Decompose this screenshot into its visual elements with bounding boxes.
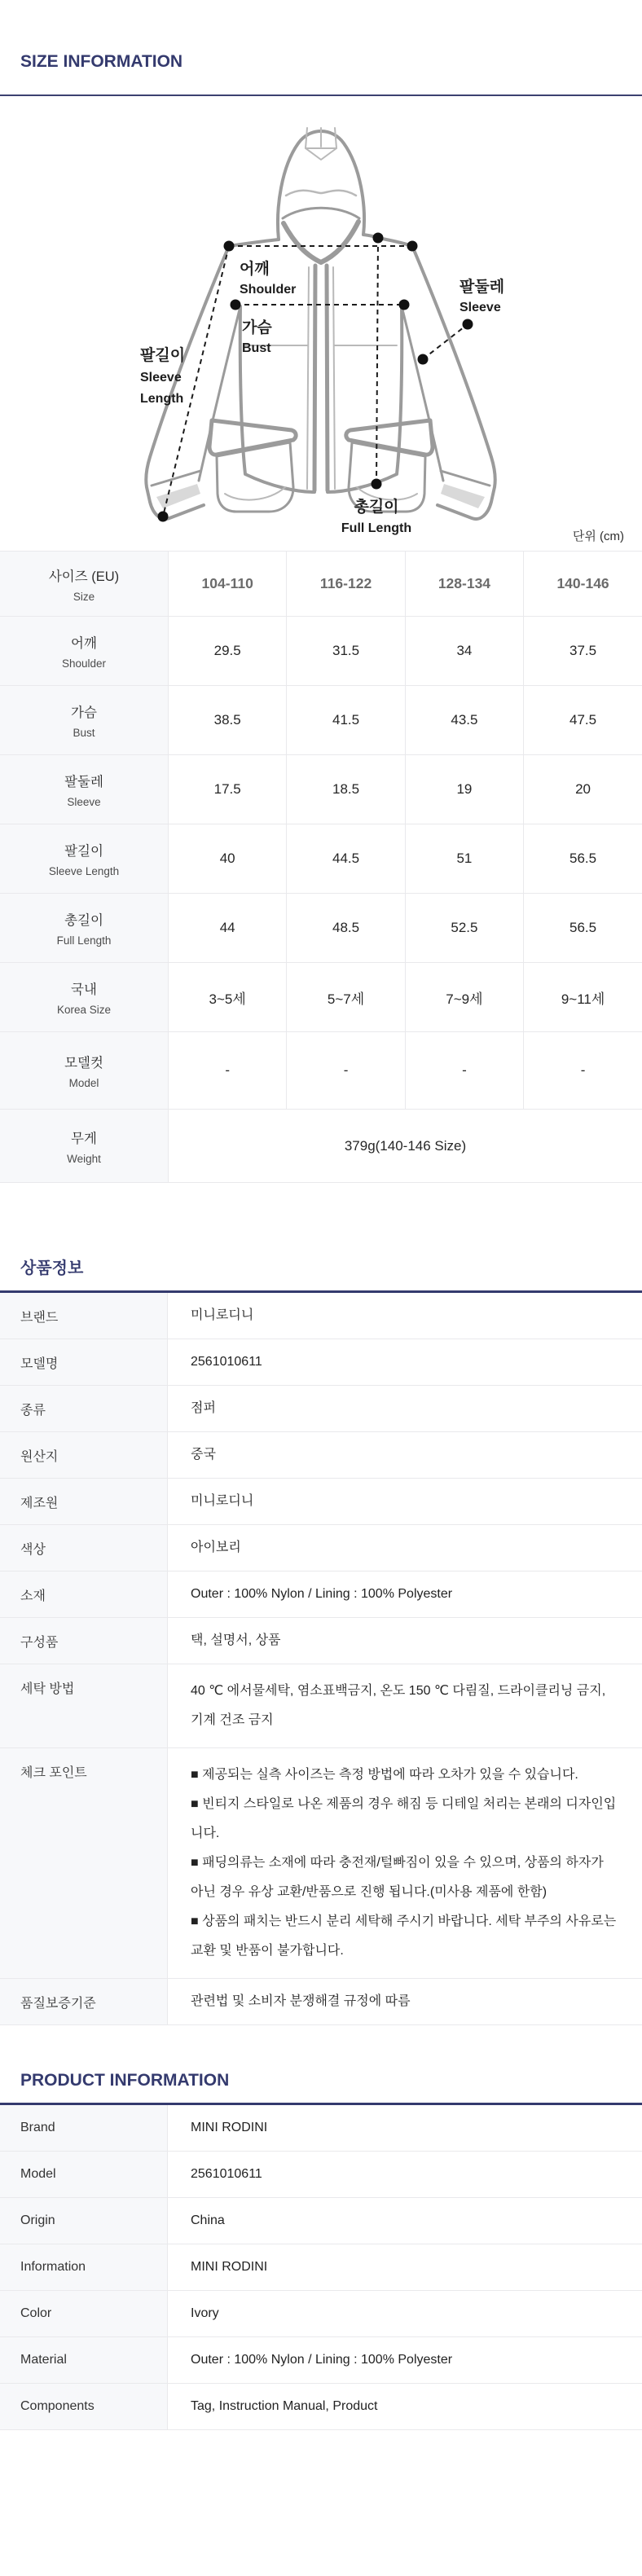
cell-value: 17.5 xyxy=(169,755,287,824)
sleeve-length-label-en2: Length xyxy=(140,392,183,406)
product-info-en-section xyxy=(0,2070,642,2430)
check-point-line: ■ 상품의 패치는 반드시 분리 세탁해 주시기 바랍니다. 세탁 부주의 사유로는 교환 및 반품이 불가합니다. xyxy=(191,1907,619,1966)
info-value: 점퍼 xyxy=(168,1386,642,1431)
cell-value: 52.5 xyxy=(405,894,523,963)
info-row-check-points xyxy=(0,1748,642,1979)
row-label-ko: 어깨 xyxy=(0,632,168,652)
info-label: 세탁 방법 xyxy=(0,1664,168,1747)
info-label: 구성품 xyxy=(0,1618,168,1664)
cell-value: 20 xyxy=(524,755,642,824)
info-row-brand-en xyxy=(0,2105,642,2152)
cell-value: - xyxy=(287,1032,405,1110)
info-row-brand xyxy=(0,1293,642,1339)
row-label xyxy=(0,1032,169,1110)
info-row-origin-en xyxy=(0,2198,642,2244)
cell-value: 48.5 xyxy=(287,894,405,963)
info-value: Outer : 100% Nylon / Lining : 100% Polyester xyxy=(168,1572,642,1617)
cell-value: 51 xyxy=(405,824,523,894)
info-label: 제조원 xyxy=(0,1479,168,1524)
info-row-model xyxy=(0,1339,642,1386)
row-label-en: Bust xyxy=(0,727,168,739)
product-info-en-table xyxy=(0,2103,642,2430)
size-row-bust xyxy=(0,686,642,755)
info-value: Outer : 100% Nylon / Lining : 100% Polyester xyxy=(168,2337,642,2383)
info-value: 관련법 및 소비자 분쟁해결 규정에 따름 xyxy=(168,1979,642,2024)
info-value: 미니로디니 xyxy=(168,1293,642,1339)
info-value: 40 ℃ 에서물세탁, 염소표백금지, 온도 150 ℃ 다림질, 드라이클리닝 금지, 기계 건조 금지 xyxy=(168,1664,642,1747)
cell-value: 40 xyxy=(169,824,287,894)
row-label-en: Weight xyxy=(0,1153,168,1165)
size-row-sleeve-circ xyxy=(0,755,642,824)
info-label: Origin xyxy=(0,2198,168,2244)
size-row-sleeve-length xyxy=(0,824,642,894)
row-label-en: Sleeve Length xyxy=(0,865,168,877)
info-row-warranty xyxy=(0,1979,642,2025)
info-value: 택, 설명서, 상품 xyxy=(168,1618,642,1664)
info-row-components xyxy=(0,1618,642,1664)
info-row-color xyxy=(0,1525,642,1572)
row-label-ko: 총길이 xyxy=(0,909,168,929)
cell-value: 5~7세 xyxy=(287,963,405,1032)
cell-value: 56.5 xyxy=(524,824,642,894)
unit-label: 단위 (cm) xyxy=(573,527,624,544)
cell-value: 31.5 xyxy=(287,617,405,686)
row-label-en: Sleeve xyxy=(0,796,168,808)
row-label xyxy=(0,894,169,963)
info-label: 원산지 xyxy=(0,1432,168,1478)
title-rule xyxy=(0,95,642,96)
row-label xyxy=(0,963,169,1032)
size-row-shoulder xyxy=(0,617,642,686)
info-label: Material xyxy=(0,2337,168,2383)
cell-value: 34 xyxy=(405,617,523,686)
row-label-en: Korea Size xyxy=(0,1004,168,1016)
weight-value: 379g(140-146 Size) xyxy=(169,1110,642,1183)
full-length-label-en: Full Length xyxy=(341,521,411,535)
cell-value: 3~5세 xyxy=(169,963,287,1032)
jacket-diagram-block xyxy=(0,103,642,551)
row-label-ko: 팔길이 xyxy=(0,840,168,859)
sleeve-label-ko: 팔둘레 xyxy=(460,277,504,296)
info-row-material xyxy=(0,1572,642,1618)
row-label xyxy=(0,617,169,686)
cell-value: 44 xyxy=(169,894,287,963)
info-label: 모델명 xyxy=(0,1339,168,1385)
cell-value: - xyxy=(524,1032,642,1110)
sleeve-label-en: Sleeve xyxy=(460,301,501,314)
row-label-en: Model xyxy=(0,1077,168,1089)
size-col-2: 128-134 xyxy=(405,552,523,617)
size-col-1: 116-122 xyxy=(287,552,405,617)
cell-value: 19 xyxy=(405,755,523,824)
info-label: 소재 xyxy=(0,1572,168,1617)
row-label-ko: 팔둘레 xyxy=(0,771,168,790)
row-label xyxy=(0,755,169,824)
info-label: Brand xyxy=(0,2105,168,2151)
check-point-line: ■ 패딩의류는 소재에 따라 충전재/털빠짐이 있을 수 있으며, 상품의 하자가 아닌 경우 유상 교환/반품으로 진행 됩니다.(미사용 제품에 한함) xyxy=(191,1848,619,1907)
info-label: 품질보증기준 xyxy=(0,1979,168,2024)
size-header-label xyxy=(0,552,169,617)
info-value: MINI RODINI xyxy=(168,2105,642,2151)
row-label-ko: 국내 xyxy=(0,978,168,998)
info-row-components-en xyxy=(0,2384,642,2430)
cell-value: 18.5 xyxy=(287,755,405,824)
bust-label-ko: 가슴 xyxy=(242,318,272,336)
row-label-ko: 가슴 xyxy=(0,701,168,721)
info-label: 종류 xyxy=(0,1386,168,1431)
cell-value: 41.5 xyxy=(287,686,405,755)
size-row-weight xyxy=(0,1110,642,1183)
info-row-information-en xyxy=(0,2244,642,2291)
info-value: 미니로디니 xyxy=(168,1479,642,1524)
info-row-origin xyxy=(0,1432,642,1479)
cell-value: 56.5 xyxy=(524,894,642,963)
info-value: Tag, Instruction Manual, Product xyxy=(168,2384,642,2429)
product-info-ko-section xyxy=(0,1258,642,2025)
row-label xyxy=(0,824,169,894)
size-row-full-length xyxy=(0,894,642,963)
row-label-ko: 무게 xyxy=(0,1128,168,1147)
info-label: 브랜드 xyxy=(0,1293,168,1339)
bust-label-en: Bust xyxy=(242,341,271,355)
size-table xyxy=(0,551,642,1183)
info-value: 아이보리 xyxy=(168,1525,642,1571)
check-point-line: ■ 제공되는 실측 사이즈는 측정 방법에 따라 오차가 있을 수 있습니다. xyxy=(191,1761,619,1790)
check-point-line: ■ 빈티지 스타일로 나온 제품의 경우 해짐 등 디테일 처리는 본래의 디자인입니다. xyxy=(191,1790,619,1848)
info-label: Model xyxy=(0,2152,168,2197)
info-row-wash xyxy=(0,1664,642,1748)
info-value: MINI RODINI xyxy=(168,2244,642,2290)
full-length-label-ko: 총길이 xyxy=(354,497,398,516)
info-label: Information xyxy=(0,2244,168,2290)
info-value: China xyxy=(168,2198,642,2244)
info-value xyxy=(168,1748,642,1978)
cell-value: 7~9세 xyxy=(405,963,523,1032)
size-header-label-ko: 사이즈 (EU) xyxy=(0,565,168,585)
cell-value: 43.5 xyxy=(405,686,523,755)
info-value: Ivory xyxy=(168,2291,642,2336)
sleeve-length-label-ko: 팔길이 xyxy=(140,345,185,364)
jacket-size-diagram-icon xyxy=(117,111,525,538)
cell-value: 38.5 xyxy=(169,686,287,755)
info-row-manufacturer xyxy=(0,1479,642,1525)
cell-value: 9~11세 xyxy=(524,963,642,1032)
size-row-model xyxy=(0,1032,642,1110)
row-label-en: Shoulder xyxy=(0,657,168,670)
cell-value: 29.5 xyxy=(169,617,287,686)
info-label: Components xyxy=(0,2384,168,2429)
size-col-3: 140-146 xyxy=(524,552,642,617)
sleeve-length-label-en1: Sleeve xyxy=(140,371,182,385)
shoulder-label-ko: 어깨 xyxy=(240,259,270,278)
size-table-header-row xyxy=(0,552,642,617)
info-value: 2561010611 xyxy=(168,1339,642,1385)
info-label: 색상 xyxy=(0,1525,168,1571)
info-label: Color xyxy=(0,2291,168,2336)
info-row-material-en xyxy=(0,2337,642,2384)
info-value: 중국 xyxy=(168,1432,642,1478)
cell-value: - xyxy=(405,1032,523,1110)
size-section-title: SIZE INFORMATION xyxy=(20,51,642,73)
info-row-model-en xyxy=(0,2152,642,2198)
cell-value: 37.5 xyxy=(524,617,642,686)
info-label: 체크 포인트 xyxy=(0,1748,168,1978)
info-value: 2561010611 xyxy=(168,2152,642,2197)
product-info-ko-table xyxy=(0,1290,642,2025)
cell-value: 44.5 xyxy=(287,824,405,894)
cell-value: 47.5 xyxy=(524,686,642,755)
product-info-ko-title: 상품정보 xyxy=(20,1258,642,1279)
size-col-0: 104-110 xyxy=(169,552,287,617)
size-section xyxy=(0,51,642,1183)
size-row-korea-size xyxy=(0,963,642,1032)
info-row-color-en xyxy=(0,2291,642,2337)
row-label xyxy=(0,686,169,755)
row-label-ko: 모델컷 xyxy=(0,1052,168,1071)
size-header-label-en: Size xyxy=(0,591,168,603)
row-label-en: Full Length xyxy=(0,934,168,947)
row-label xyxy=(0,1110,169,1183)
cell-value: - xyxy=(169,1032,287,1110)
info-row-type xyxy=(0,1386,642,1432)
shoulder-label-en: Shoulder xyxy=(240,283,296,297)
product-info-en-title: PRODUCT INFORMATION xyxy=(20,2070,642,2091)
